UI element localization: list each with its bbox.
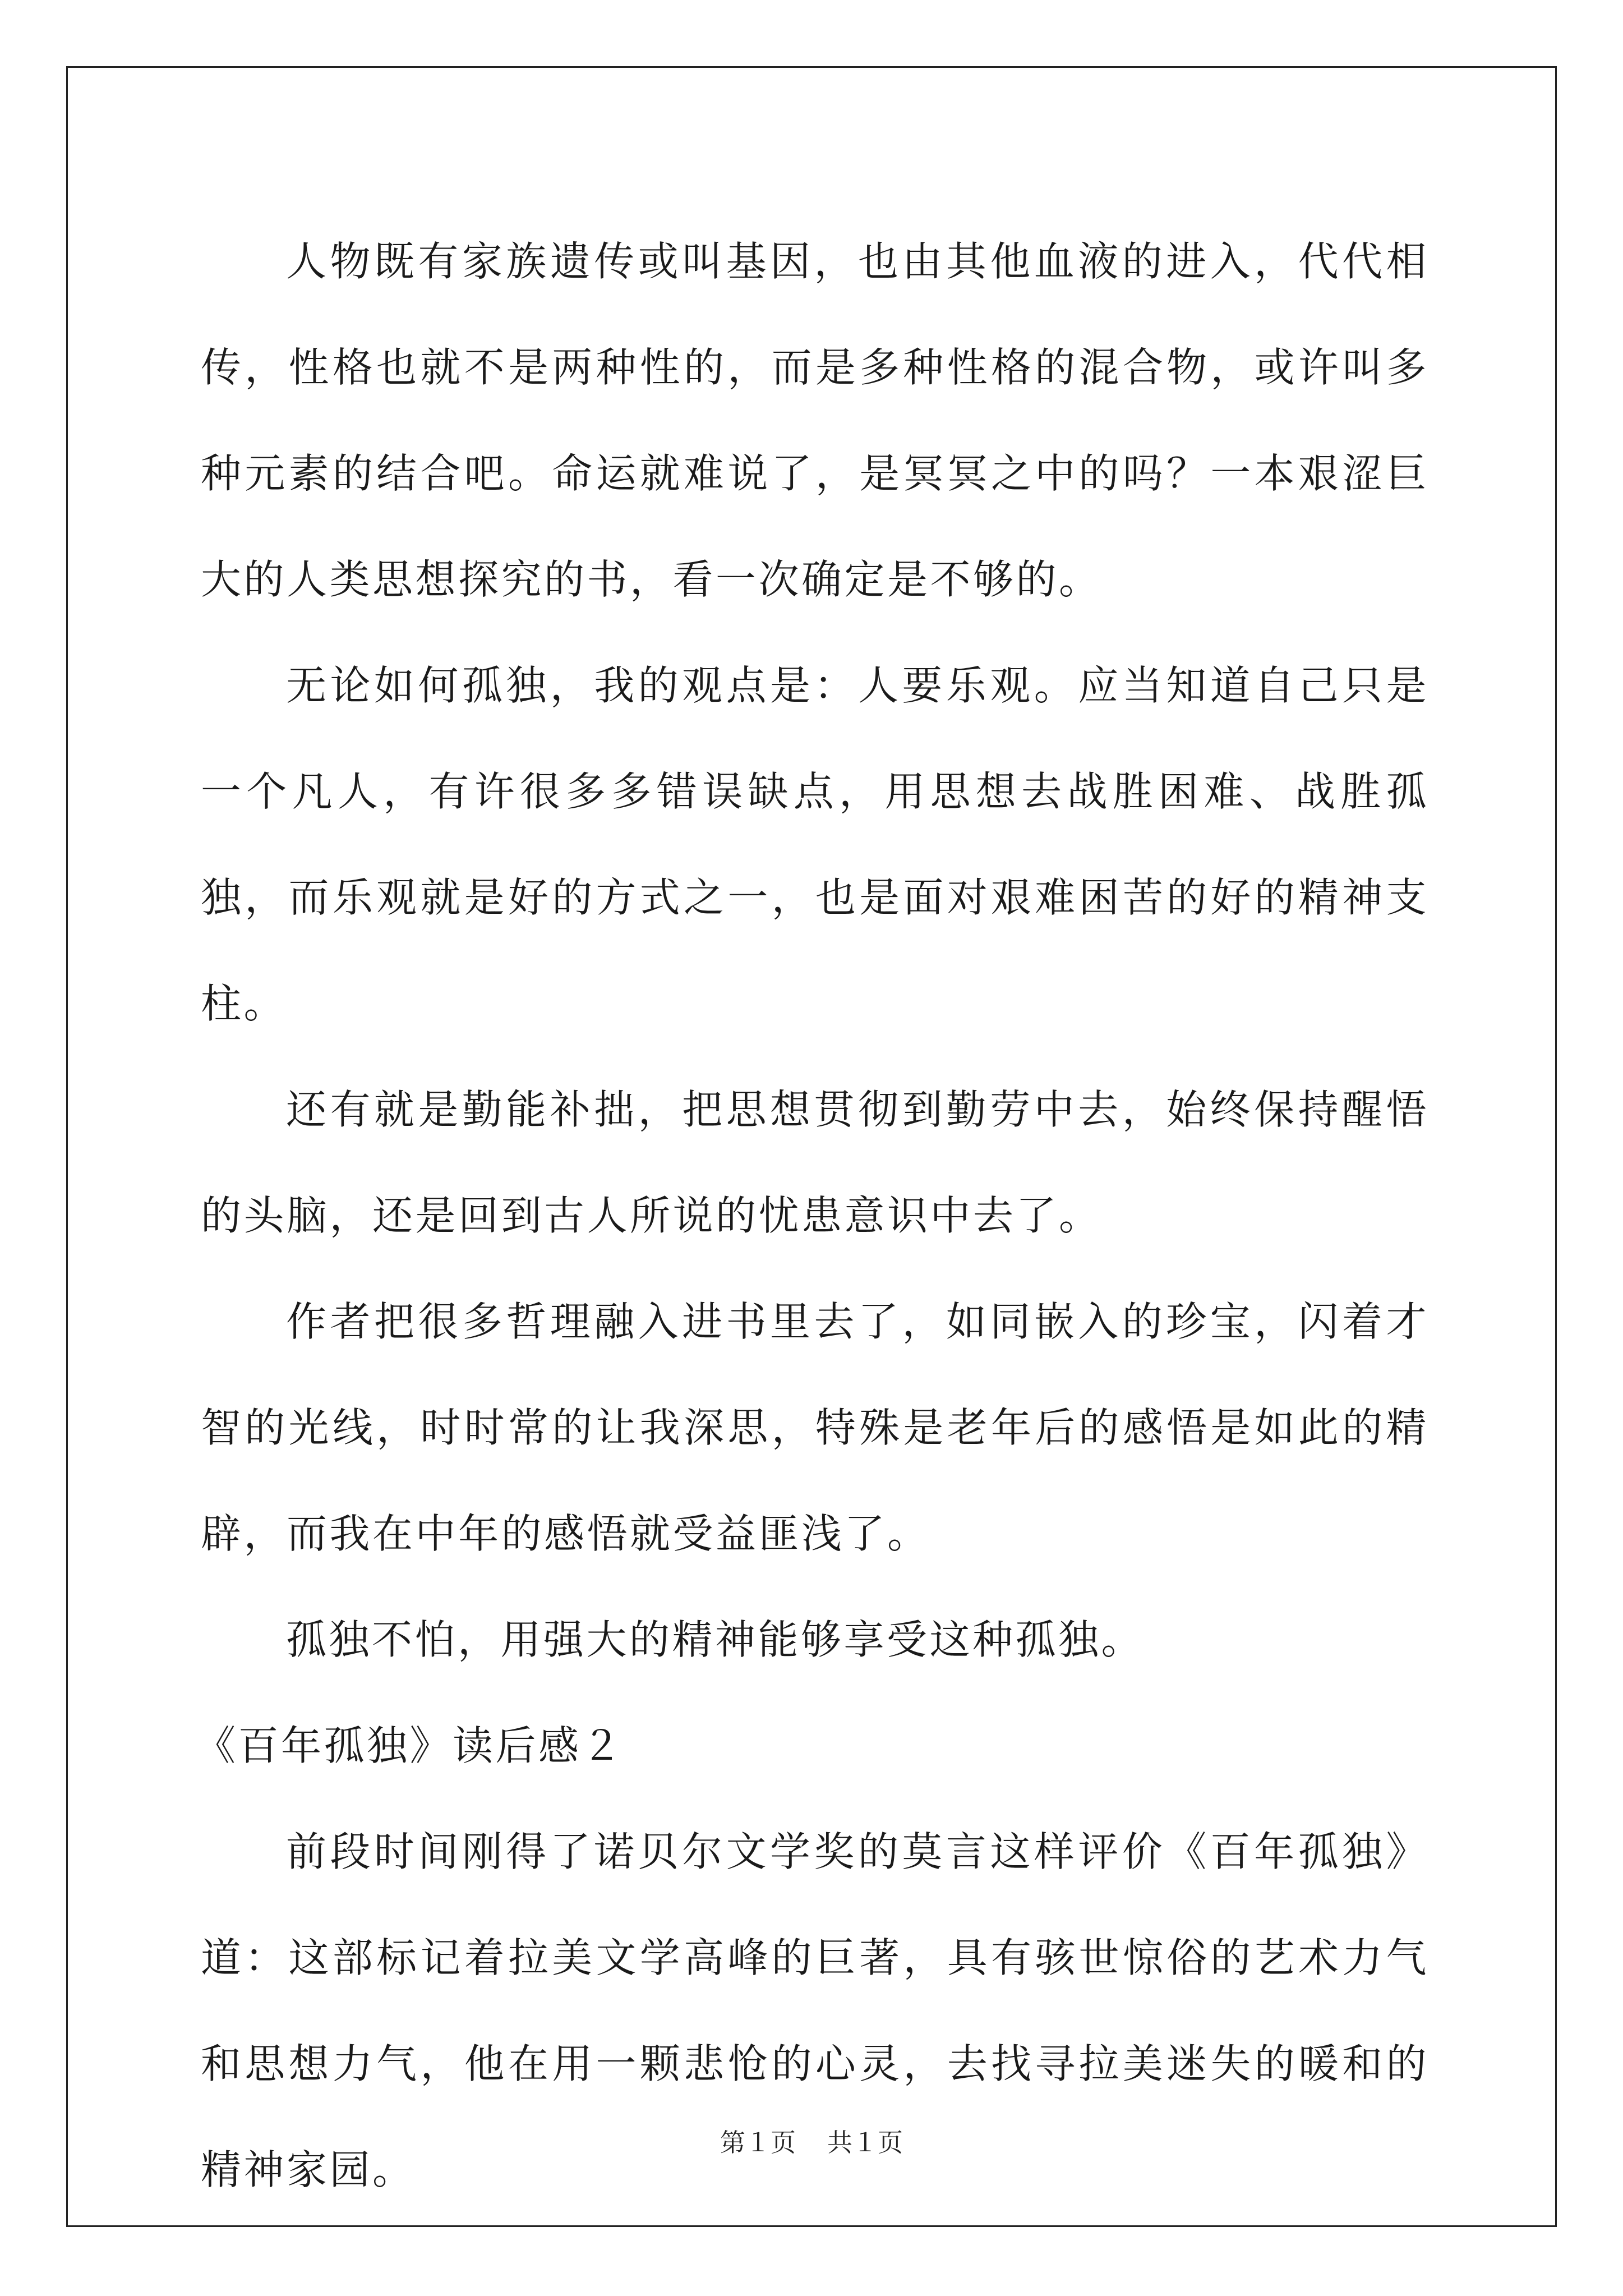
- section-heading: 《百年孤独》读后感２: [195, 1722, 625, 1769]
- paragraph: 作者把很多哲理融入进书里去了，如同嵌入的珍宝，闪着才智的光线，时时常的让我深思，特殊是老年后的感悟是如此的精辟，而我在中年的感悟就受益匪浅了。: [201, 1298, 1429, 1557]
- page-total: 共１页: [827, 2128, 903, 2157]
- document-body: [195, 209, 1429, 2223]
- paragraph: 无论如何孤独，我的观点是：人要乐观。应当知道自己只是一个凡人，有许很多多错误缺点，用思想去战胜困难、战胜孤独，而乐观就是好的方式之一，也是面对艰难困苦的好的精神支柱。: [201, 662, 1429, 1027]
- paragraph: 人物既有家族遗传或叫基因，也由其他血液的进入，代代相传，性格也就不是两种性的，而是多种性格的混合物，或许叫多种元素的结合吧。命运就难说了，是冥冥之中的吗？一本艰涩巨大的人类思想探究的书，看一次确定是不够的。: [201, 238, 1429, 603]
- paragraph: 前段时间刚得了诺贝尔文学奖的莫言这样评价《百年孤独》道：这部标记着拉美文学高峰的巨著，具有骇世惊俗的艺术力气和思想力气，他在用一颗悲怆的心灵，去找寻拉美迷失的暖和的精神家园。: [201, 1828, 1429, 2193]
- paragraph: 孤独不怕，用强大的精神能够享受这种孤独。: [286, 1616, 1145, 1663]
- paragraph: 还有就是勤能补拙，把思想贯彻到勤劳中去，始终保持醒悟的头脑，还是回到古人所说的忧患意识中去了。: [201, 1086, 1429, 1239]
- page-number: 第１页: [720, 2128, 796, 2157]
- page-footer: [0, 2126, 1623, 2160]
